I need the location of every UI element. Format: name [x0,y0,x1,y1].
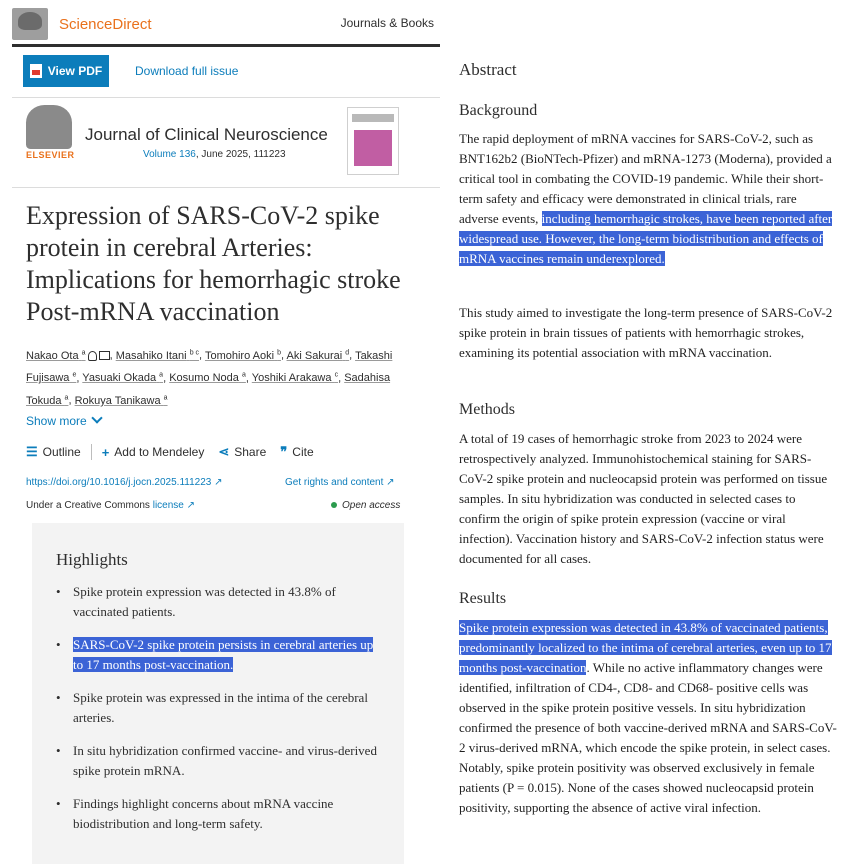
highlight-item: • Spike protein expression was detected in 43.8% of vaccinated patients. [56,582,386,622]
person-icon [88,351,97,361]
cover-art [354,130,392,166]
chevron-down-icon [91,412,102,423]
methods-paragraph: A total of 19 cases of hemorrhagic stroke from 2023 to 2024 were retrospectively analyzed. Immunohistochemical staining for SARS-CoV-2 spike protein and nucleocapsid protein was performed on tissue samples. In situ hybridization was conducted in selected cases to confirm the origin of spike protein expression (vaccine or viral infection). Vaccination history and SARS-CoV-2 infection status were documented for all cases. [459,431,828,566]
background-heading: Background [459,102,538,119]
author-link[interactable]: Kosumo Noda $^a$ [169,371,246,385]
article-toolbar [26,444,314,460]
highlight-item: • Spike protein was expressed in the intima of the cerebral arteries. [56,688,386,728]
open-access-dot-icon [331,502,337,508]
list-icon: ☰ [26,444,38,459]
journals-books-link[interactable]: Journals & Books [340,16,434,30]
cover-title-bar [352,114,394,122]
open-access-badge: Open access [331,500,400,511]
cite-button[interactable]: ❞ Cite [280,444,314,459]
author-link[interactable]: Masahiko Itani $^{b c}$ [115,349,200,362]
elsevier-tree-logo[interactable] [12,8,48,40]
author-link[interactable]: Rokuya Tanikawa $^a$ [74,394,168,407]
share-icon: ⋖ [218,444,230,459]
divider [12,97,440,98]
issue-date: , June 2025, 111223 [195,149,286,160]
pdf-icon [30,64,42,78]
mail-icon [99,351,110,360]
aim-paragraph: This study aimed to investigate the long-term presence of SARS-CoV-2 spike protein in brain tissues of patients with hemorrhagic strokes, examining its potential association with mRNA vaccination. [459,305,833,360]
volume-link[interactable]: Volume 136 [143,149,196,160]
author-link[interactable]: Tomohiro Aoki $^b$ [204,349,282,362]
toolbar-separator [91,444,92,460]
plus-icon: + [101,444,110,460]
author-link[interactable]: Takashi Fujisawa $^e$ [26,349,393,385]
background-paragraph: The rapid deployment of mRNA vaccines for SARS-CoV-2, such as BNT162b2 (BioNTech-Pfizer) and mRNA-1273 (Moderna), provided a critical tool in combating the COVID-19 pandemic. While their short-term safety and efficacy were demonstrated in clinical trials, rare adverse events, including hemorrhagic strokes, have been reported after widespread use. However, the long-term biodistribution and effects of mRNA vaccines remain underexplored. [459,131,833,266]
doi-link[interactable]: https://doi.org/10.1016/j.jocn.2025.111223 ↗ [26,477,223,488]
author-list: Nakao Ota $^a$ , Masahiko Itani $^{b c}$, Tomohiro Aoki $^b$, Aki Sakurai $^d$, Takashi Fujisawa $^e$, Yasuaki Okada $^a$, Kosumo Noda $^a$, Yoshiki Arakawa $^c$, Sadahisa Tokuda $^a$, Rokuya Tanikawa $^a$ [26,349,393,407]
selected-text: SARS-CoV-2 spike protein persists in cerebral arteries up to 17 months post-vaccination. [73,637,374,672]
highlights-title: Highlights [56,550,128,569]
abstract-title: Abstract [459,60,517,79]
show-more-button[interactable]: Show more [26,414,101,428]
selected-text: including hemorrhagic strokes, have been reported after widespread use. However, the long-term biodistribution and effects of mRNA vaccines remain underexplored. [459,211,833,266]
add-to-mendeley-button[interactable]: + Add to Mendeley [101,444,205,460]
elsevier-wordmark: ELSEVIER [26,150,75,160]
journal-name-link[interactable]: Journal of Clinical Neuroscience [85,125,328,144]
divider [12,187,440,188]
top-bar [12,6,440,47]
journal-volume [143,149,286,160]
results-heading: Results [459,590,507,607]
elsevier-logo[interactable] [26,105,72,149]
abstract-panel [459,0,839,864]
author-link[interactable]: Nakao Ota $^a$ [26,350,110,362]
journal-cover-thumbnail[interactable] [347,107,399,175]
author-link[interactable]: Yasuaki Okada $^a$ [82,371,164,385]
author-link[interactable]: Aki Sakurai $^d$ [286,349,350,362]
results-paragraph: Spike protein expression was detected in 43.8% of vaccinated patients, predominantly localized to the intima of cerebral arteries, even up to 17 months post-vaccination. While no active inflammatory changes were identified, infiltration of CD4-, CD8- and CD68- positive cells was observed in the spike protein positive vessels. In situ hybridization confirmed the presence of both vaccine-derived mRNA and SARS-CoV-2 virus-derived mRNA, which encode the spike protein, in select cases. Notably, spike protein positivity was observed exclusively in female patients (P = 0.015). None of the cases showed nucleocapsid protein positivity, supporting the absence of active viral infection. [459,620,837,815]
highlights-box [32,523,404,864]
highlights-list [56,582,386,847]
view-pdf-button[interactable] [23,55,109,87]
highlight-item [56,635,386,675]
share-button[interactable]: ⋖ Share [218,444,267,459]
rights-link[interactable]: Get rights and content ↗ [285,477,395,488]
methods-heading: Methods [459,401,515,418]
outline-button[interactable]: ☰ Outline [26,444,81,459]
license-statement: Under a Creative Commons license ↗ [26,500,196,511]
highlight-item: • In situ hybridization confirmed vaccine- and virus-derived spike protein mRNA. [56,741,386,781]
author-link[interactable]: Sadahisa Tokuda $^a$ [26,372,391,407]
view-pdf-label: View PDF [47,64,103,78]
sciencedirect-brand[interactable]: ScienceDirect [59,16,152,33]
license-link[interactable]: license ↗ [152,500,196,511]
selected-text: Spike protein expression was detected in 43.8% of vaccinated patients, predominantly localized to the intima of cerebral arteries, even up to 17 months post-vaccination [459,620,832,675]
article-title: Expression of SARS-CoV-2 spike protein in cerebral Arteries: Implications for hemorrhagic stroke Post-mRNA vaccination [26,201,401,326]
download-issue-link[interactable]: Download full issue [135,64,239,78]
highlight-item: • Findings highlight concerns about mRNA vaccine biodistribution and long-term safety. [56,794,386,834]
quote-icon: ❞ [280,444,288,459]
author-link[interactable]: Yoshiki Arakawa $^c$ [251,371,339,385]
